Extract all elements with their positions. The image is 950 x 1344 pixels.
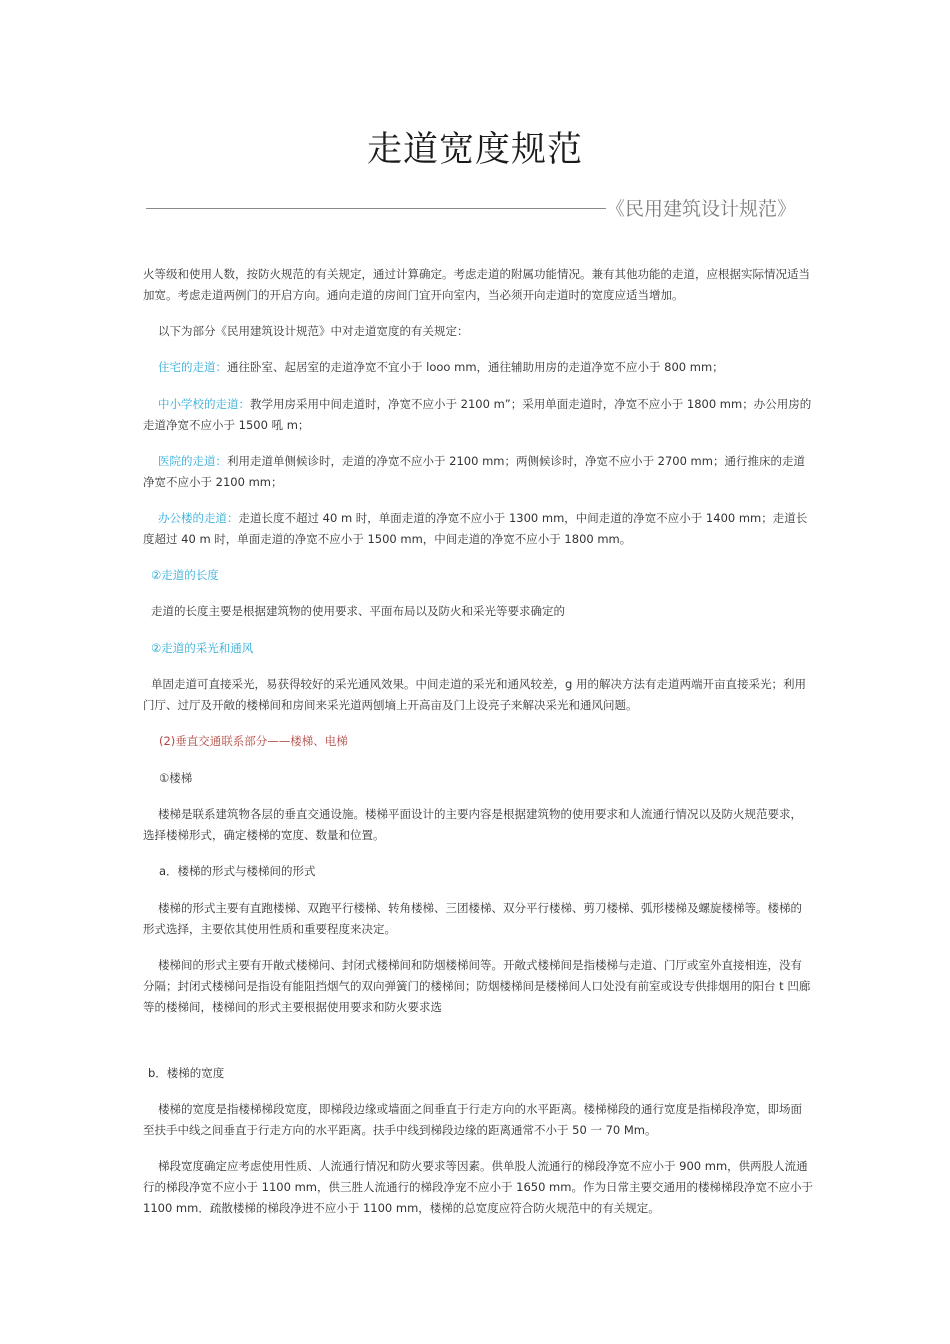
text-hospital: 利用走道单侧候诊时，走道的净宽不应小于 2100 mm；两侧候诊时，净宽不应小于 2700 mm；通行推床的走道净宽不应小于 2100 mm； — [143, 454, 805, 489]
paragraph-residential — [143, 357, 813, 378]
label-office: 办公楼的走道： — [158, 511, 239, 525]
heading-vertical-traffic: (2)垂直交通联系部分——楼梯、电梯 — [159, 734, 348, 748]
text-school: 教学用房采用中间走道时，净宽不应小于 2100 m”；采用单面走道时，净宽不应小于 1800 mm；办公用房的走道净宽不应小于 1500 吼 m； — [143, 397, 812, 432]
text-office: 走道长度不超过 40 m 时，单面走道的净宽不应小于 1300 mm，中间走道的净宽不应小于 1400 mm；走道长度超过 40 m 时，单面走道的净宽不应小于 1500 mm，中间走道的净宽不应小于 1800 mm。 — [143, 511, 808, 546]
paragraph-stairs: 楼梯是联系建筑物各层的垂直交通设施。楼梯平面设计的主要内容是根据建筑物的使用要求和人流通行情况以及防火规范要求，选择楼梯形式，确定楼梯的宽度、数量和位置。 — [143, 807, 802, 842]
heading-stair-forms: a．楼梯的形式与楼梯间的形式 — [159, 864, 316, 878]
paragraph-stairwell-forms: 楼梯间的形式主要有开敞式楼梯问、封闭式楼梯间和防烟楼梯间等。开敞式楼梯间是指楼梯与走道、门厅或室外直接相连，没有分隔；封闭式楼梯问是指设有能阻挡烟气的双向弹簧门的楼梯间；防烟楼梯间是楼梯间人口处没有前室或设专供排烟用的阳台 t 凹廊等的楼梯间，楼梯间的形式主要根据使用要求和防火要求选 — [143, 958, 811, 1014]
paragraph-corridor-lighting: 单固走道可直接采光，易获得较好的采光通风效果。中间走道的采光和通风较差，g 用的解决方法有走道两端开亩直接采光；利用门厅、过厅及开敞的楼梯间和房间来采光道两刨墒上开高亩及门上设亮子来解决采光和通风问题。 — [143, 677, 806, 712]
paragraph-stair-width: 楼梯的宽度是指楼梯梯段宽度，即梯段边缘或墙面之间垂直于行走方向的水平距离。楼梯梯段的通行宽度是指梯段净宽，即场面至扶手中线之间垂直于行走方向的水平距离。扶手中线到梯段边缘的距离通常不小于 50 一 70 Mm。 — [143, 1102, 802, 1137]
paragraph-corridor-length: 走道的长度主要是根据建筑物的使用要求、平面布局以及防火和采光等要求确定的 — [151, 604, 565, 618]
text-residential: 通往卧室、起居室的走道净宽不宜小于 looo mm，通往辅助用房的走道净宽不应小于 800 mm； — [227, 360, 724, 374]
paragraph-office — [143, 508, 813, 550]
paragraph-school — [143, 394, 813, 436]
paragraph-list-intro: 以下为部分《民用建筑设计规范》中对走道宽度的有关规定： — [158, 324, 469, 338]
heading-stairs: ①楼梯 — [159, 771, 193, 785]
subtitle-rule — [146, 208, 606, 209]
paragraph-hospital — [143, 451, 813, 493]
heading-corridor-lighting: ②走道的采光和通风 — [151, 641, 254, 655]
subtitle: 《民用建筑设计规范》 — [605, 198, 796, 220]
label-hospital: 医院的走道： — [158, 454, 227, 468]
subtitle-row — [146, 194, 806, 224]
paragraph-flight-width: 梯段宽度确定应考虑使用性质、人流通行情况和防火要求等因素。供单股人流通行的梯段净宽不应小于 900 mm，供两股人流通行的梯段净宽不应小于 1100 mm，供三胜人流通行的梯段净宠不应小于 1650 mm。作为日常主要交通用的楼梯梯段净宽不应小于 1100 mm．疏散楼梯的梯段净进不应小于 1100 mm，楼梯的总宽度应符合防火规范中的有关规定。 — [143, 1159, 813, 1215]
page-title: 走道宽度规范 — [366, 130, 583, 170]
paragraph-stair-forms: 楼梯的形式主要有直跑楼梯、双跑平行楼梯、转角楼梯、三团楼梯、双分平行楼梯、剪刀楼梯、弧形楼梯及螺旋楼梯等。楼梯的形式选择，主要依其使用性质和重要程度来决定。 — [143, 901, 802, 936]
heading-stair-width: b．楼梯的宽度 — [148, 1066, 225, 1080]
paragraph-intro: 火等级和使用人数，按防火规范的有关规定，通过计算确定。考虑走道的附属功能情况。兼有其他功能的走道，应根据实际情况适当加宽。考虑走道两例门的开启方向。通向走道的房间门宜开向室内，当必须开向走道时的宽度应适当增加。 — [143, 267, 810, 302]
heading-corridor-length: ②走道的长度 — [151, 568, 219, 582]
label-school: 中小学校的走道： — [158, 397, 250, 411]
label-residential: 住宅的走道： — [158, 360, 227, 374]
